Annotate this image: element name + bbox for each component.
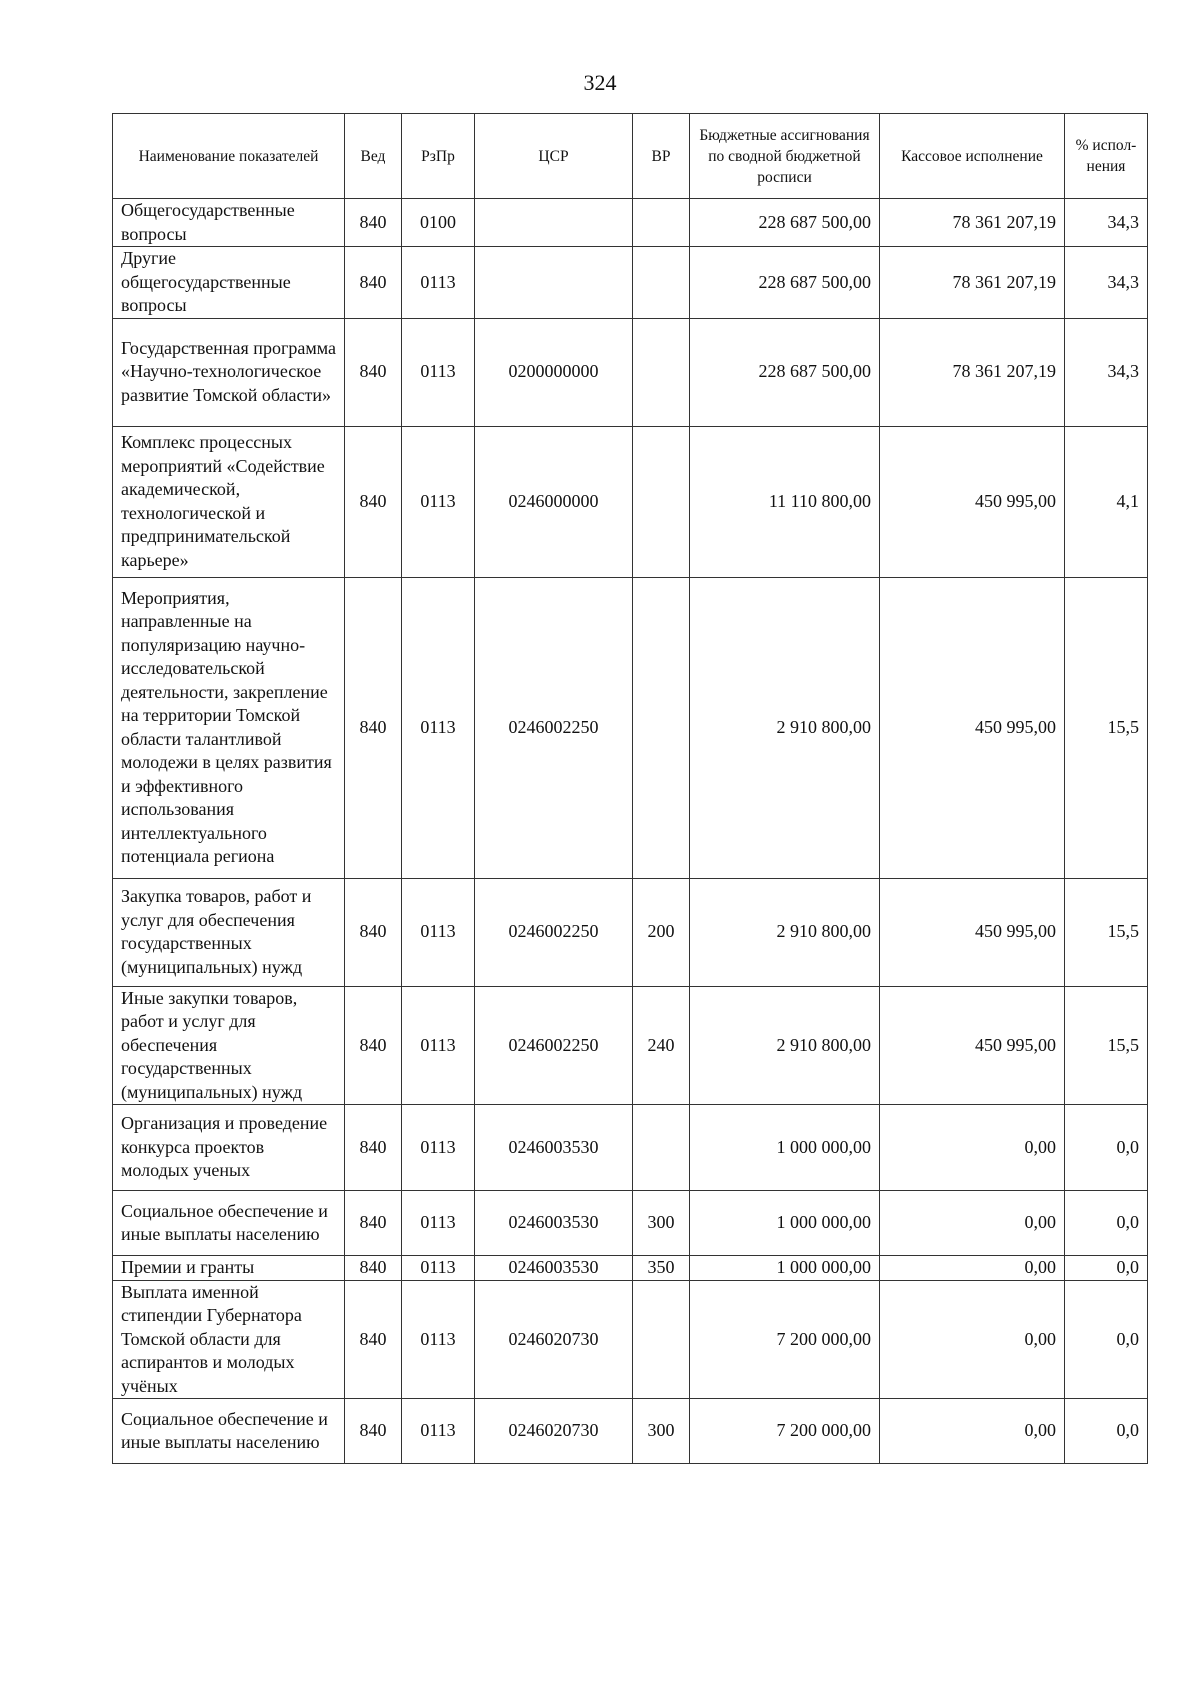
row-rzpr: 0113 [402,878,475,986]
row-allocation: 228 687 500,00 [690,247,880,319]
page-number: 324 [583,70,617,95]
table-row [113,1280,1148,1399]
row-rzpr: 0113 [402,1399,475,1464]
row-rzpr: 0113 [402,1191,475,1256]
row-allocation: 7 200 000,00 [690,1399,880,1464]
row-rzpr: 0100 [402,199,475,247]
header-name: Наименование показателей [113,114,345,199]
row-csr: 0246003530 [475,1105,633,1191]
row-name: Премии и гранты [113,1256,345,1281]
row-cash-execution: 0,00 [880,1399,1065,1464]
row-name: Комплекс процессных мероприятий «Содействие академической, технологической и предпринимательской карьере» [113,426,345,577]
row-rzpr: 0113 [402,247,475,319]
row-name: Выплата именной стипендии Губернатора Томской области для аспирантов и молодых учёных [113,1280,345,1399]
table-row [113,1256,1148,1281]
row-rzpr: 0113 [402,1105,475,1191]
row-percent: 15,5 [1065,878,1148,986]
table-row [113,426,1148,577]
row-name: Закупка товаров, работ и услуг для обеспечения государственных (муниципальных) нужд [113,878,345,986]
row-allocation: 228 687 500,00 [690,199,880,247]
row-percent: 4,1 [1065,426,1148,577]
header-allocations: Бюджетные ассигнования по сводной бюджетной росписи [690,114,880,199]
header-cash: Кассовое исполнение [880,114,1065,199]
header-pct: % испол-нения [1065,114,1148,199]
table-row [113,1191,1148,1256]
row-cash-execution: 450 995,00 [880,426,1065,577]
table-header-row [113,114,1148,199]
row-cash-execution: 450 995,00 [880,878,1065,986]
row-cash-execution: 0,00 [880,1105,1065,1191]
row-name: Мероприятия, направленные на популяризацию научно-исследовательской деятельности, закрепление на территории Томской области талантливой молодежи в целях развития и эффективного использования интеллектуального потенциала региона [113,577,345,878]
row-percent: 0,0 [1065,1256,1148,1281]
row-ved: 840 [345,247,402,319]
table-row [113,986,1148,1105]
row-allocation: 2 910 800,00 [690,878,880,986]
row-csr: 0246002250 [475,986,633,1105]
row-cash-execution: 78 361 207,19 [880,318,1065,426]
row-percent: 0,0 [1065,1191,1148,1256]
row-name: Социальное обеспечение и иные выплаты населению [113,1399,345,1464]
row-csr: 0246002250 [475,577,633,878]
row-vr [633,318,690,426]
row-allocation: 1 000 000,00 [690,1105,880,1191]
table-row [113,247,1148,319]
header-csr: ЦСР [475,114,633,199]
row-rzpr: 0113 [402,1256,475,1281]
row-rzpr: 0113 [402,1280,475,1399]
row-allocation: 2 910 800,00 [690,986,880,1105]
row-rzpr: 0113 [402,986,475,1105]
row-name: Организация и проведение конкурса проектов молодых ученых [113,1105,345,1191]
row-vr [633,1280,690,1399]
row-ved: 840 [345,1280,402,1399]
row-csr: 0246000000 [475,426,633,577]
row-ved: 840 [345,577,402,878]
row-name: Социальное обеспечение и иные выплаты населению [113,1191,345,1256]
row-vr: 200 [633,878,690,986]
row-rzpr: 0113 [402,426,475,577]
row-rzpr: 0113 [402,318,475,426]
row-cash-execution: 0,00 [880,1191,1065,1256]
row-ved: 840 [345,199,402,247]
row-csr: 0246020730 [475,1399,633,1464]
header-vr: ВР [633,114,690,199]
row-percent: 34,3 [1065,247,1148,319]
row-ved: 840 [345,426,402,577]
table-row [113,878,1148,986]
row-csr: 0246020730 [475,1280,633,1399]
row-allocation: 1 000 000,00 [690,1256,880,1281]
row-allocation: 228 687 500,00 [690,318,880,426]
row-vr [633,1105,690,1191]
row-vr: 240 [633,986,690,1105]
row-name: Общегосударственные вопросы [113,199,345,247]
row-vr [633,247,690,319]
row-percent: 0,0 [1065,1105,1148,1191]
row-percent: 15,5 [1065,986,1148,1105]
row-cash-execution: 78 361 207,19 [880,199,1065,247]
row-name: Другие общегосударственные вопросы [113,247,345,319]
row-allocation: 11 110 800,00 [690,426,880,577]
row-percent: 15,5 [1065,577,1148,878]
row-vr: 300 [633,1399,690,1464]
table-row [113,1105,1148,1191]
table-row [113,199,1148,247]
row-ved: 840 [345,1399,402,1464]
header-ved: Вед [345,114,402,199]
row-cash-execution: 450 995,00 [880,577,1065,878]
row-allocation: 7 200 000,00 [690,1280,880,1399]
row-name: Государственная программа «Научно-технологическое развитие Томской области» [113,318,345,426]
row-cash-execution: 0,00 [880,1280,1065,1399]
table-row [113,1399,1148,1464]
table-row [113,318,1148,426]
row-ved: 840 [345,318,402,426]
row-vr [633,199,690,247]
row-ved: 840 [345,1256,402,1281]
row-vr: 300 [633,1191,690,1256]
row-ved: 840 [345,986,402,1105]
row-csr: 0246003530 [475,1191,633,1256]
table-row [113,577,1148,878]
row-percent: 34,3 [1065,199,1148,247]
row-cash-execution: 78 361 207,19 [880,247,1065,319]
row-csr [475,199,633,247]
row-percent: 0,0 [1065,1280,1148,1399]
row-ved: 840 [345,878,402,986]
row-vr [633,426,690,577]
row-cash-execution: 0,00 [880,1256,1065,1281]
row-name: Иные закупки товаров, работ и услуг для обеспечения государственных (муниципальных) нужд [113,986,345,1105]
row-ved: 840 [345,1191,402,1256]
row-rzpr: 0113 [402,577,475,878]
row-csr: 0246002250 [475,878,633,986]
row-vr [633,577,690,878]
row-allocation: 2 910 800,00 [690,577,880,878]
row-csr: 0246003530 [475,1256,633,1281]
budget-table [112,113,1148,1464]
row-csr: 0200000000 [475,318,633,426]
row-vr: 350 [633,1256,690,1281]
row-ved: 840 [345,1105,402,1191]
header-rzpr: РзПр [402,114,475,199]
row-csr [475,247,633,319]
row-percent: 0,0 [1065,1399,1148,1464]
row-cash-execution: 450 995,00 [880,986,1065,1105]
row-percent: 34,3 [1065,318,1148,426]
row-allocation: 1 000 000,00 [690,1191,880,1256]
